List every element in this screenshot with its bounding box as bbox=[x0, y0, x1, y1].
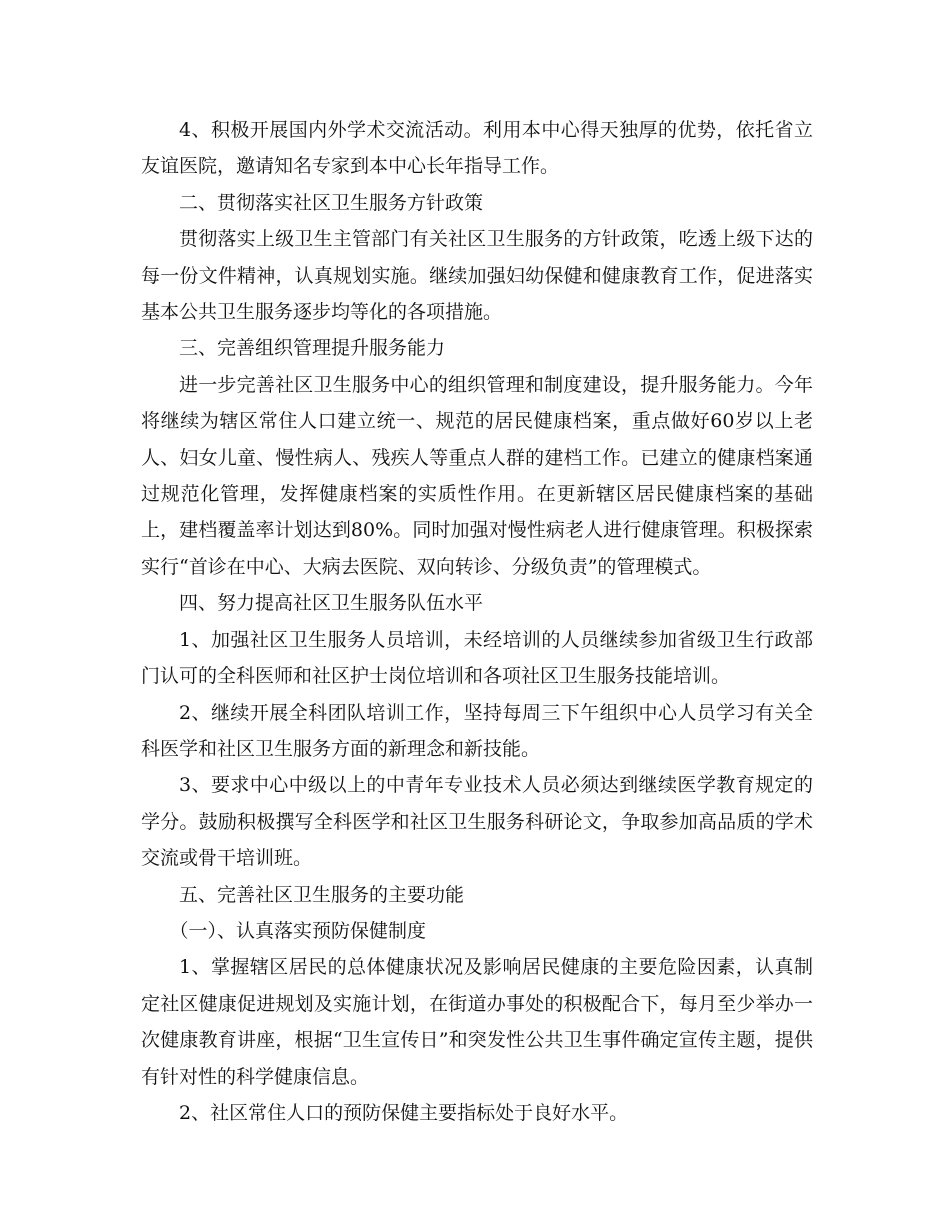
section-heading-policy: 二、贯彻落实社区卫生服务方针政策 bbox=[179, 191, 484, 214]
section-heading-organization: 三、完善组织管理提升服务能力 bbox=[179, 337, 446, 360]
document-page bbox=[141, 112, 813, 1131]
section-heading-staff: 四、努力提高社区卫生服务队伍水平 bbox=[179, 592, 484, 615]
paragraph-team-training: 2、继续开展全科团队培训工作，坚持每周三下午组织中心人员学习有关全科医学和社区卫生服务方面的新理念和新技能。 bbox=[141, 701, 813, 760]
paragraph-policy: 贯彻落实上级卫生主管部门有关社区卫生服务的方针政策，吃透上级下达的每一份文件精神，认真规划实施。继续加强妇幼保健和健康教育工作，促进落实基本公共卫生服务逐步均等化的各项措施。 bbox=[141, 228, 813, 324]
paragraph-academic-exchange: 4、积极开展国内外学术交流活动。利用本中心得天独厚的优势，依托省立友谊医院，邀请知名专家到本中心长年指导工作。 bbox=[141, 119, 813, 178]
paragraph-staff-training: 1、加强社区卫生服务人员培训，未经培训的人员继续参加省级卫生行政部门认可的全科医师和社区护士岗位培训和各项社区卫生服务技能培训。 bbox=[141, 628, 813, 688]
subsection-heading-prevention: （一）、认真落实预防保健制度 bbox=[169, 919, 427, 942]
paragraph-organization: 进一步完善社区卫生服务中心的组织管理和制度建设，提升服务能力。今年将继续为辖区常住人口建立统一、规范的居民健康档案，重点做好60岁以上老人、妇女儿童、慢性病人、残疾人等重点人群的建档工作。已建立的健康档案通过规范化管理，发挥健康档案的实质性作用。在更新辖区居民健康档案的基础上，建档覆盖率计划达到80%。同时加强对慢性病老人进行健康管理。积极探索实行“首诊在中心、大病去医院、双向转诊、分级负责”的管理模式。 bbox=[141, 373, 813, 578]
paragraph-prevention-indicators: 2、社区常住人口的预防保健主要指标处于良好水平。 bbox=[179, 1101, 629, 1124]
paragraph-health-promotion: 1、掌握辖区居民的总体健康状况及影响居民健康的主要危险因素，认真制定社区健康促进规划及实施计划，在街道办事处的积极配合下，每月至少举办一次健康教育讲座，根据“卫生宣传日”和突发性公共卫生事件确定宣传主题，提供有针对性的科学健康信息。 bbox=[141, 956, 813, 1088]
paragraph-continuing-education: 3、要求中心中级以上的中青年专业技术人员必须达到继续医学教育规定的学分。鼓励积极撰写全科医学和社区卫生服务科研论文，争取参加高品质的学术交流或骨干培训班。 bbox=[141, 774, 813, 870]
section-heading-functions: 五、完善社区卫生服务的主要功能 bbox=[179, 883, 465, 906]
